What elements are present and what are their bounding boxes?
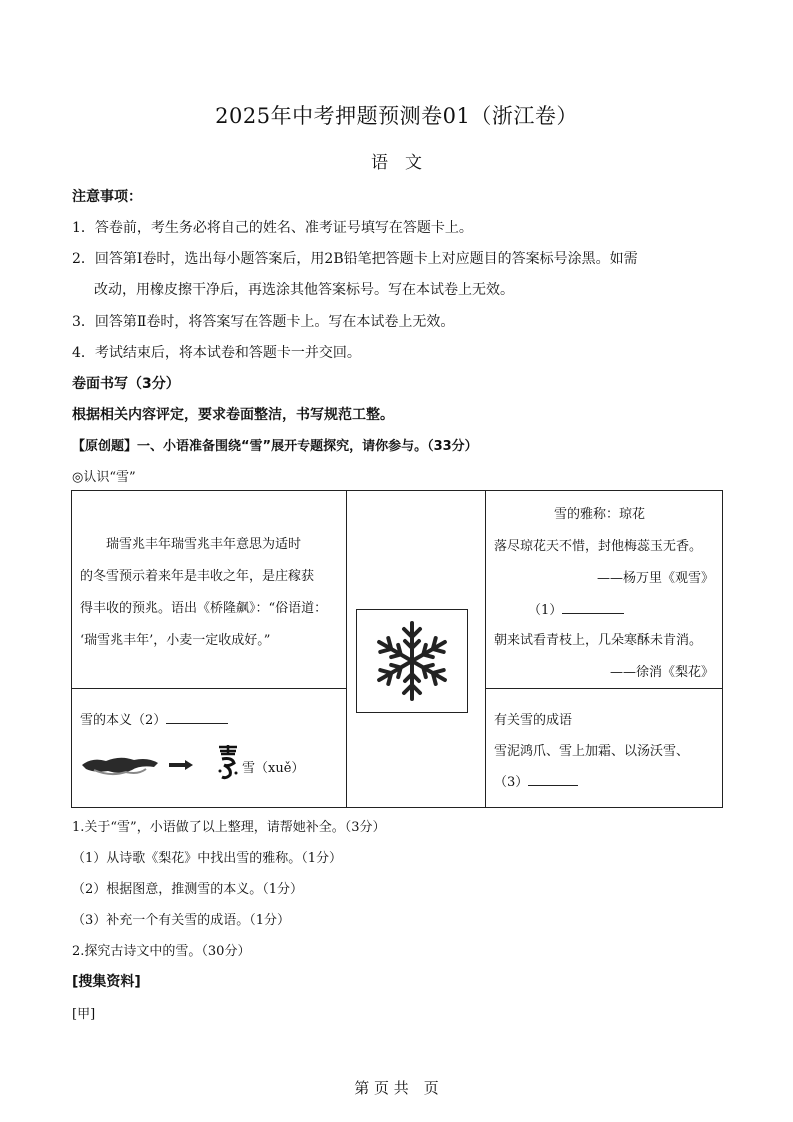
section-heading: ◎认识“雪” (72, 470, 136, 485)
material-a: [甲] (72, 1007, 96, 1022)
notice-item-4: 4．考试结束后，将本试卷和答题卡一并交回。 (72, 345, 361, 361)
poem-1: 落尽琼花天不惜，封他梅蕊玉无香。 (494, 539, 703, 554)
notice-item-3: 3．回答第Ⅱ卷时，将答案写在答题卡上。写在本试卷上无效。 (72, 314, 455, 330)
idiom-cell (486, 689, 723, 808)
snow-info-table (71, 490, 723, 808)
task-1-1: （1）从诗歌《梨花》中找出雪的雅称。（1分） (72, 851, 343, 866)
cloud-rain-glyph-icon (80, 751, 160, 779)
blank-3-label: （3） (494, 775, 529, 790)
handwriting-rule: 根据相关内容评定，要求卷面整洁，书写规范工整。 (72, 407, 394, 423)
blank-3-row (494, 771, 578, 790)
subject-title: 语 文 (371, 153, 422, 173)
meaning-cell (72, 689, 347, 808)
page-title: 2025年中考押题预测卷01（浙江卷） (215, 104, 578, 128)
task-1-3: （3）补充一个有关雪的成语。（1分） (72, 913, 291, 928)
poem-2-source: ——徐消《梨花》 (609, 665, 714, 680)
proverb-line-4: ‘瑞雪兆丰年’，小麦一定收成好。” (80, 633, 271, 648)
handwriting-heading: 卷面书写（3分） (72, 376, 180, 392)
snowflake-frame (356, 609, 468, 713)
materials-heading: [搜集资料] (72, 974, 141, 990)
task-1: 1.关于“雪”，小语做了以上整理，请帮她补全。（3分） (72, 820, 386, 835)
blank-1-label: （1） (528, 603, 563, 618)
proverb-line-3: 得丰收的预兆。语出《桥隆飙》：“俗语道： (80, 601, 328, 616)
notice-heading: 注意事项： (72, 189, 142, 205)
page-footer: 第 页 共 页 (354, 1079, 439, 1097)
snowflake-cell (347, 491, 486, 808)
blank-1-line (562, 601, 624, 614)
idiom-list: 雪泥鸿爪、雪上加霜、以汤沃雪、 (494, 744, 690, 759)
elegant-title: 雪的雅称：琼花 (554, 507, 646, 522)
glyph-caption: 雪（xuě） (242, 761, 305, 776)
elegant-name-cell (486, 491, 723, 689)
proverb-cell (72, 491, 347, 689)
snowflake-icon (357, 610, 467, 712)
question-heading: 【原创题】一、小语准备围绕“雪”展开专题探究，请你参与。（33分） (72, 439, 478, 454)
notice-item-1: 1．答卷前，考生务必将自己的姓名、准考证号填写在答题卡上。 (72, 220, 473, 236)
poem-2: 朝来试看青枝上，几朵寒酥未肯消。 (494, 633, 703, 648)
blank-3-line (528, 773, 578, 786)
task-1-2: （2）根据图意，推测雪的本义。（1分） (72, 882, 304, 897)
blank-1-row (528, 599, 624, 618)
meaning-label: 雪的本义（2） (80, 713, 167, 728)
proverb-line-2: 的冬雪预示着来年是丰收之年，是庄稼获 (80, 569, 315, 584)
task-2: 2.探究古诗文中的雪。（30分） (72, 944, 251, 959)
blank-2-line (166, 711, 228, 724)
proverb-line-1: 瑞雪兆丰年瑞雪兆丰年意思为适时 (106, 537, 302, 552)
notice-item-2: 2．回答第Ⅰ卷时，选出每小题答案后，用2B铅笔把答题卡上对应题目的答案标号涂黑。如需 (72, 251, 638, 267)
ancient-snow-glyph-icon (216, 743, 240, 781)
poem-1-source: ——杨万里《观雪》 (596, 571, 714, 586)
meaning-row (80, 709, 228, 728)
arrow-right-icon (168, 759, 194, 771)
idiom-title: 有关雪的成语 (494, 713, 573, 728)
notice-item-2-cont: 改动，用橡皮擦干净后，再选涂其他答案标号。写在本试卷上无效。 (94, 282, 514, 298)
